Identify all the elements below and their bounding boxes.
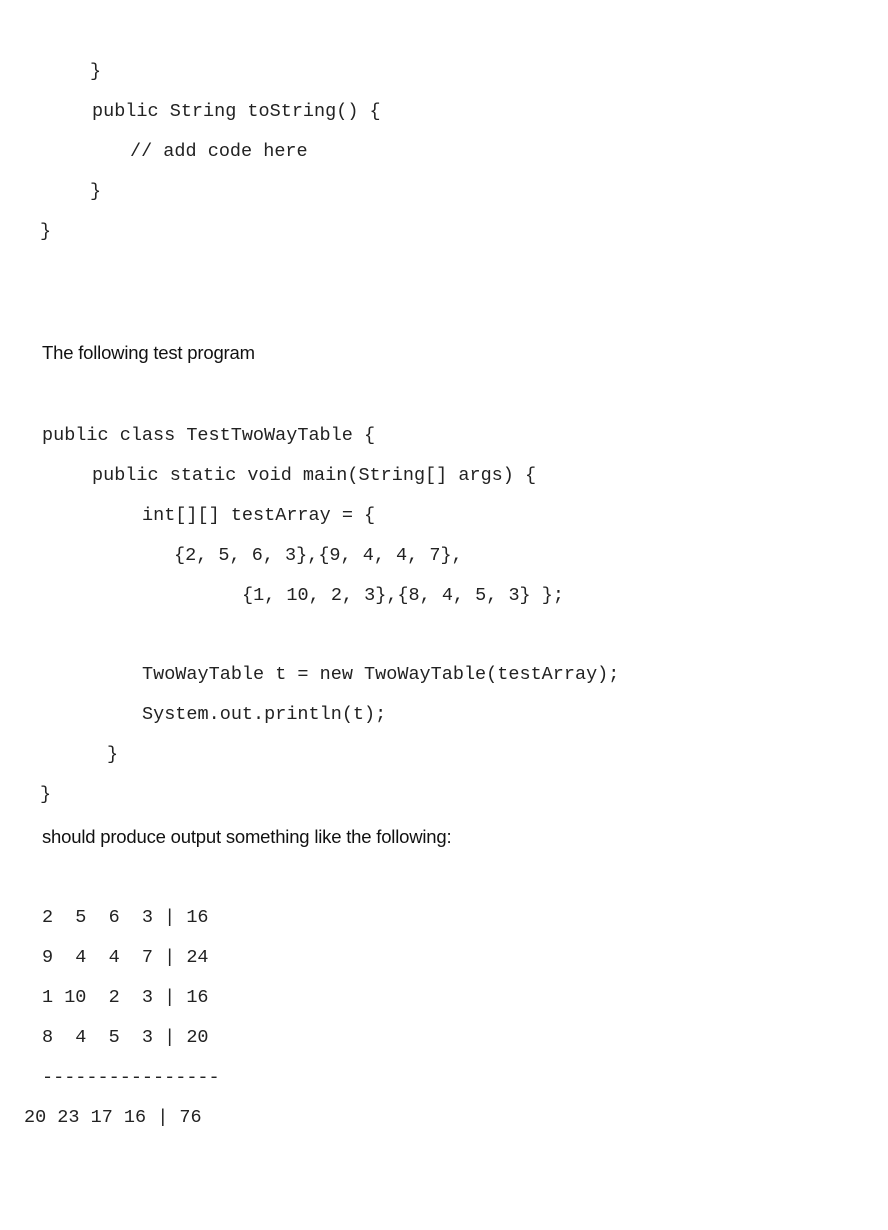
output-row-4: 8 4 5 3 | 20 — [42, 1027, 209, 1048]
output-row-2: 9 4 4 7 | 24 — [42, 947, 209, 968]
code-line-closing-brace: } — [90, 61, 102, 82]
intro-paragraph: The following test program — [42, 342, 255, 363]
test-code-println: System.out.println(t); — [142, 704, 387, 725]
test-code-array-row-1: {2, 5, 6, 3},{9, 4, 4, 7}, — [174, 545, 463, 566]
code-line-method-close: } — [90, 181, 102, 202]
output-row-1: 2 5 6 3 | 16 — [42, 907, 209, 928]
test-code-main-close: } — [107, 744, 119, 765]
test-code-class-close: } — [40, 784, 52, 805]
code-line-class-close: } — [40, 221, 52, 242]
output-separator: ---------------- — [42, 1067, 220, 1088]
output-totals-row: 20 23 17 16 | 76 — [24, 1107, 202, 1128]
test-code-array-row-2: {1, 10, 2, 3},{8, 4, 5, 3} }; — [242, 585, 564, 606]
output-intro-paragraph: should produce output something like the following: — [42, 826, 452, 847]
code-line-tostring-signature: public String toString() { — [92, 101, 381, 122]
test-code-construct: TwoWayTable t = new TwoWayTable(testArray); — [142, 664, 620, 685]
test-code-array-decl: int[][] testArray = { — [142, 505, 376, 526]
code-line-comment: // add code here — [130, 141, 308, 162]
test-code-main-decl: public static void main(String[] args) { — [92, 465, 537, 486]
test-code-class-decl: public class TestTwoWayTable { — [42, 425, 376, 446]
output-row-3: 1 10 2 3 | 16 — [42, 987, 209, 1008]
